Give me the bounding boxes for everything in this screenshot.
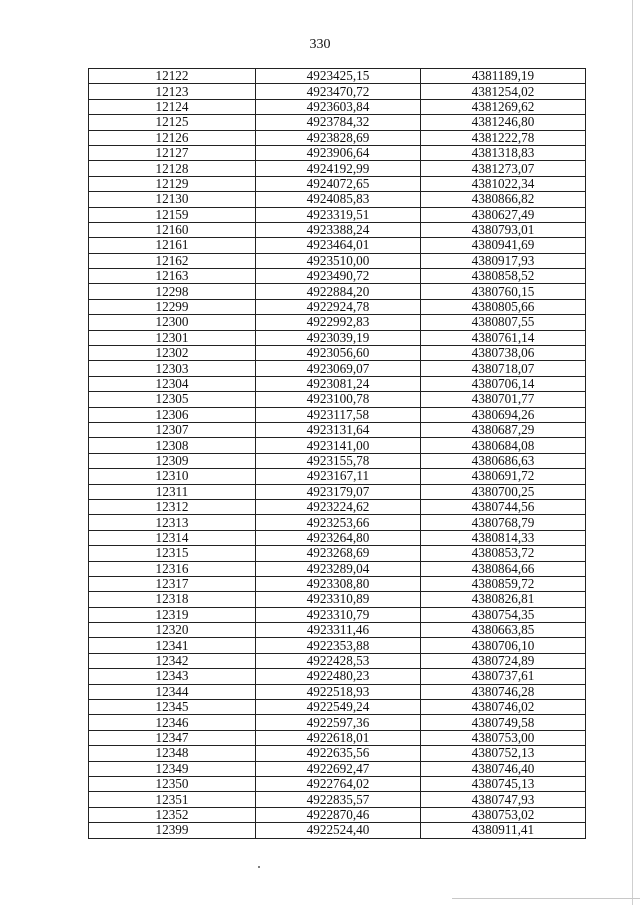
y-coordinate-cell: 4380718,07 [421,361,586,376]
point-number-cell: 12320 [89,623,256,638]
table-row [89,576,586,591]
y-coordinate-cell: 4380627,49 [421,207,586,222]
x-coordinate-cell: 4922924,78 [256,299,421,314]
x-coordinate-cell: 4923470,72 [256,84,421,99]
x-coordinate-cell: 4923039,19 [256,330,421,345]
y-coordinate-cell: 4380864,66 [421,561,586,576]
y-coordinate-cell: 4380686,63 [421,453,586,468]
point-number-cell: 12352 [89,807,256,822]
table-row [89,145,586,160]
y-coordinate-cell: 4380737,61 [421,669,586,684]
table-row [89,638,586,653]
x-coordinate-cell: 4923131,64 [256,422,421,437]
table-row [89,407,586,422]
x-coordinate-cell: 4922835,57 [256,792,421,807]
point-number-cell: 12302 [89,346,256,361]
y-coordinate-cell: 4380760,15 [421,284,586,299]
point-number-cell: 12161 [89,238,256,253]
point-number-cell: 12341 [89,638,256,653]
point-number-cell: 12316 [89,561,256,576]
y-coordinate-cell: 4380853,72 [421,546,586,561]
table-row [89,376,586,391]
x-coordinate-cell: 4923141,00 [256,438,421,453]
table-row [89,807,586,822]
table-row [89,684,586,699]
y-coordinate-cell: 4380752,13 [421,746,586,761]
x-coordinate-cell: 4923056,60 [256,346,421,361]
x-coordinate-cell: 4923100,78 [256,392,421,407]
point-number-cell: 12315 [89,546,256,561]
table-row [89,546,586,561]
table-row [89,392,586,407]
x-coordinate-cell: 4922597,36 [256,715,421,730]
x-coordinate-cell: 4923081,24 [256,376,421,391]
table-row [89,776,586,791]
table-row [89,161,586,176]
x-coordinate-cell: 4922480,23 [256,669,421,684]
y-coordinate-cell: 4380745,13 [421,776,586,791]
x-coordinate-cell: 4923179,07 [256,484,421,499]
scan-edge-line [632,0,633,905]
table-row [89,238,586,253]
table-row [89,623,586,638]
table-row [89,176,586,191]
point-number-cell: 12122 [89,69,256,84]
table-row [89,484,586,499]
point-number-cell: 12303 [89,361,256,376]
y-coordinate-cell: 4380746,02 [421,700,586,715]
y-coordinate-cell: 4380684,08 [421,438,586,453]
point-number-cell: 12348 [89,746,256,761]
y-coordinate-cell: 4380753,02 [421,807,586,822]
x-coordinate-cell: 4923155,78 [256,453,421,468]
y-coordinate-cell: 4380807,55 [421,315,586,330]
y-coordinate-cell: 4380747,93 [421,792,586,807]
point-number-cell: 12124 [89,99,256,114]
page-number: 330 [309,37,331,52]
point-number-cell: 12304 [89,376,256,391]
point-number-cell: 12307 [89,422,256,437]
table-row [89,715,586,730]
x-coordinate-cell: 4923289,04 [256,561,421,576]
y-coordinate-cell: 4380866,82 [421,192,586,207]
y-coordinate-cell: 4380724,89 [421,653,586,668]
x-coordinate-cell: 4922353,88 [256,638,421,653]
x-coordinate-cell: 4923224,62 [256,499,421,514]
x-coordinate-cell: 4923310,89 [256,592,421,607]
point-number-cell: 12351 [89,792,256,807]
y-coordinate-cell: 4380700,25 [421,484,586,499]
table-row [89,761,586,776]
x-coordinate-cell: 4922618,01 [256,730,421,745]
point-number-cell: 12123 [89,84,256,99]
point-number-cell: 12310 [89,469,256,484]
x-coordinate-cell: 4924072,65 [256,176,421,191]
y-coordinate-cell: 4380706,14 [421,376,586,391]
y-coordinate-cell: 4380793,01 [421,222,586,237]
point-number-cell: 12311 [89,484,256,499]
point-number-cell: 12309 [89,453,256,468]
table-row [89,130,586,145]
point-number-cell: 12313 [89,515,256,530]
point-number-cell: 12163 [89,269,256,284]
point-number-cell: 12126 [89,130,256,145]
table-row [89,361,586,376]
point-number-cell: 12160 [89,222,256,237]
table-row [89,469,586,484]
y-coordinate-cell: 4381273,07 [421,161,586,176]
point-number-cell: 12301 [89,330,256,345]
point-number-cell: 12127 [89,145,256,160]
point-number-cell: 12317 [89,576,256,591]
table-row [89,669,586,684]
point-number-cell: 12399 [89,823,256,838]
point-number-cell: 12347 [89,730,256,745]
point-number-cell: 12159 [89,207,256,222]
y-coordinate-cell: 4380754,35 [421,607,586,622]
table-row [89,653,586,668]
point-number-cell: 12344 [89,684,256,699]
x-coordinate-cell: 4923388,24 [256,222,421,237]
x-coordinate-cell: 4923510,00 [256,253,421,268]
x-coordinate-cell: 4923490,72 [256,269,421,284]
point-number-cell: 12342 [89,653,256,668]
table-row [89,115,586,130]
scan-edge-line [452,898,640,899]
x-coordinate-cell: 4923464,01 [256,238,421,253]
x-coordinate-cell: 4922884,20 [256,284,421,299]
x-coordinate-cell: 4922992,83 [256,315,421,330]
table-row [89,592,586,607]
y-coordinate-cell: 4380738,06 [421,346,586,361]
y-coordinate-cell: 4380859,72 [421,576,586,591]
x-coordinate-cell: 4922518,93 [256,684,421,699]
y-coordinate-cell: 4380768,79 [421,515,586,530]
table-row [89,561,586,576]
x-coordinate-cell: 4922524,40 [256,823,421,838]
point-number-cell: 12130 [89,192,256,207]
y-coordinate-cell: 4381318,83 [421,145,586,160]
table-row [89,607,586,622]
table-row [89,823,586,838]
y-coordinate-cell: 4381246,80 [421,115,586,130]
point-number-cell: 12319 [89,607,256,622]
table-row [89,222,586,237]
x-coordinate-cell: 4923069,07 [256,361,421,376]
x-coordinate-cell: 4923310,79 [256,607,421,622]
x-coordinate-cell: 4924085,83 [256,192,421,207]
y-coordinate-cell: 4381022,34 [421,176,586,191]
table-row [89,253,586,268]
y-coordinate-cell: 4380746,40 [421,761,586,776]
x-coordinate-cell: 4923603,84 [256,99,421,114]
x-coordinate-cell: 4923319,51 [256,207,421,222]
x-coordinate-cell: 4923311,46 [256,623,421,638]
x-coordinate-cell: 4922635,56 [256,746,421,761]
x-coordinate-cell: 4923425,15 [256,69,421,84]
table-row [89,746,586,761]
table-row [89,453,586,468]
y-coordinate-cell: 4380858,52 [421,269,586,284]
x-coordinate-cell: 4923167,11 [256,469,421,484]
table-row [89,192,586,207]
x-coordinate-cell: 4923253,66 [256,515,421,530]
x-coordinate-cell: 4922549,24 [256,700,421,715]
y-coordinate-cell: 4381189,19 [421,69,586,84]
y-coordinate-cell: 4380917,93 [421,253,586,268]
point-number-cell: 12312 [89,499,256,514]
scan-speck [258,866,260,868]
x-coordinate-cell: 4923784,32 [256,115,421,130]
table-row [89,515,586,530]
y-coordinate-cell: 4380706,10 [421,638,586,653]
y-coordinate-cell: 4381254,02 [421,84,586,99]
table-row [89,422,586,437]
table-row [89,730,586,745]
y-coordinate-cell: 4380691,72 [421,469,586,484]
y-coordinate-cell: 4380744,56 [421,499,586,514]
table-row [89,438,586,453]
y-coordinate-cell: 4380694,26 [421,407,586,422]
y-coordinate-cell: 4380814,33 [421,530,586,545]
y-coordinate-cell: 4380826,81 [421,592,586,607]
table-row [89,499,586,514]
y-coordinate-cell: 4380663,85 [421,623,586,638]
y-coordinate-cell: 4380753,00 [421,730,586,745]
point-number-cell: 12308 [89,438,256,453]
point-number-cell: 12162 [89,253,256,268]
x-coordinate-cell: 4923264,80 [256,530,421,545]
x-coordinate-cell: 4923308,80 [256,576,421,591]
table-row [89,330,586,345]
y-coordinate-cell: 4381269,62 [421,99,586,114]
x-coordinate-cell: 4923906,64 [256,145,421,160]
y-coordinate-cell: 4380761,14 [421,330,586,345]
table-row [89,207,586,222]
y-coordinate-cell: 4380805,66 [421,299,586,314]
y-coordinate-cell: 4380941,69 [421,238,586,253]
point-number-cell: 12299 [89,299,256,314]
point-number-cell: 12318 [89,592,256,607]
x-coordinate-cell: 4923268,69 [256,546,421,561]
point-number-cell: 12298 [89,284,256,299]
point-number-cell: 12300 [89,315,256,330]
y-coordinate-cell: 4380701,77 [421,392,586,407]
point-number-cell: 12345 [89,700,256,715]
y-coordinate-cell: 4381222,78 [421,130,586,145]
table-row [89,269,586,284]
table-row [89,315,586,330]
table-row [89,284,586,299]
point-number-cell: 12343 [89,669,256,684]
table-row [89,69,586,84]
point-number-cell: 12346 [89,715,256,730]
point-number-cell: 12128 [89,161,256,176]
coordinates-table-body [89,69,586,839]
x-coordinate-cell: 4923117,58 [256,407,421,422]
y-coordinate-cell: 4380687,29 [421,422,586,437]
point-number-cell: 12305 [89,392,256,407]
y-coordinate-cell: 4380746,28 [421,684,586,699]
table-row [89,792,586,807]
x-coordinate-cell: 4922870,46 [256,807,421,822]
x-coordinate-cell: 4923828,69 [256,130,421,145]
x-coordinate-cell: 4922764,02 [256,776,421,791]
point-number-cell: 12314 [89,530,256,545]
table-row [89,700,586,715]
y-coordinate-cell: 4380749,58 [421,715,586,730]
table-row [89,99,586,114]
point-number-cell: 12129 [89,176,256,191]
coordinates-table [88,68,586,839]
x-coordinate-cell: 4922692,47 [256,761,421,776]
table-row [89,346,586,361]
table-row [89,299,586,314]
point-number-cell: 12349 [89,761,256,776]
x-coordinate-cell: 4922428,53 [256,653,421,668]
x-coordinate-cell: 4924192,99 [256,161,421,176]
table-row [89,530,586,545]
point-number-cell: 12350 [89,776,256,791]
y-coordinate-cell: 4380911,41 [421,823,586,838]
table-row [89,84,586,99]
point-number-cell: 12306 [89,407,256,422]
point-number-cell: 12125 [89,115,256,130]
